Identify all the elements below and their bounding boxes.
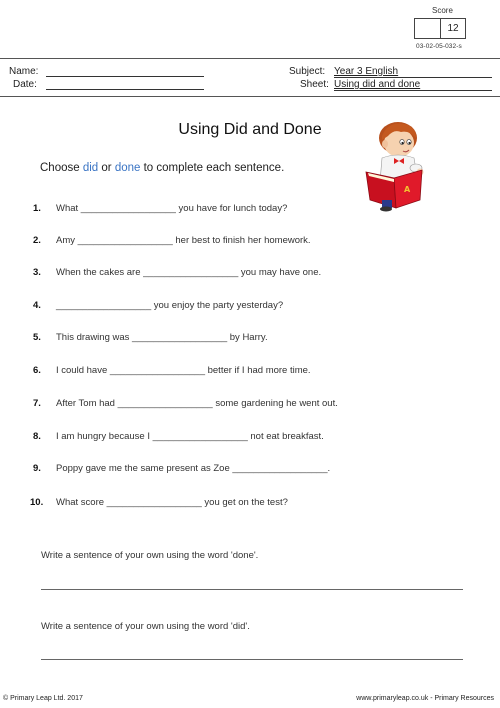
name-label: Name:	[9, 66, 39, 77]
write-prompt-did: Write a sentence of your own using the word 'did'.	[41, 621, 250, 632]
write-line-done[interactable]	[41, 589, 463, 590]
question-text[interactable]: Poppy gave me the same present as Zoe __________________.	[56, 463, 331, 474]
question-number: 1.	[33, 203, 41, 214]
question-number: 7.	[33, 398, 41, 409]
question-text[interactable]: After Tom had __________________ some gardening he went out.	[56, 398, 338, 409]
name-field[interactable]	[46, 76, 204, 77]
question-text[interactable]: __________________ you enjoy the party yesterday?	[56, 300, 284, 311]
instruction-suffix: to complete each sentence.	[140, 162, 285, 174]
question-number: 9.	[33, 463, 41, 474]
header-bottom-rule	[0, 96, 500, 97]
question-1	[0, 203, 500, 219]
score-input-cell[interactable]	[415, 19, 441, 38]
instruction-middle: or	[98, 162, 115, 174]
question-text[interactable]: When the cakes are __________________ you may have one.	[56, 267, 322, 278]
subject-underline	[334, 77, 492, 78]
instruction-prefix: Choose	[40, 162, 83, 174]
header-top-rule	[0, 58, 500, 59]
question-4	[0, 300, 500, 316]
question-9	[0, 463, 500, 479]
worksheet-title: Using Did and Done	[178, 121, 322, 138]
sheet-value: Using did and done	[334, 79, 421, 90]
question-number: 5.	[33, 332, 41, 343]
sheet-underline	[334, 90, 492, 91]
question-3	[0, 267, 500, 283]
question-number: 4.	[33, 300, 41, 311]
subject-label: Subject:	[289, 66, 326, 77]
question-text[interactable]: What score __________________ you get on the test?	[56, 497, 288, 508]
question-text[interactable]: Amy __________________ her best to finish her homework.	[56, 235, 311, 246]
question-10	[0, 497, 500, 513]
question-number: 2.	[33, 235, 41, 246]
write-line-did[interactable]	[41, 659, 463, 660]
score-box	[414, 18, 466, 39]
boy-reading-illustration	[352, 116, 442, 212]
question-number: 8.	[33, 431, 41, 442]
question-2	[0, 235, 500, 251]
score-total: 12	[447, 23, 459, 34]
question-number: 6.	[33, 365, 41, 376]
question-7	[0, 398, 500, 414]
question-number: 10.	[30, 497, 44, 508]
site-link[interactable]: www.primaryleap.co.uk - Primary Resources	[356, 695, 494, 702]
word-done: done	[114, 162, 141, 174]
question-text[interactable]: What __________________ you have for lunch today?	[56, 203, 288, 214]
question-6	[0, 365, 500, 381]
copyright: © Primary Leap Ltd. 2017	[3, 695, 83, 702]
question-5	[0, 332, 500, 348]
subject-value: Year 3 English	[334, 66, 399, 77]
question-text[interactable]: I could have __________________ better if I had more time.	[56, 365, 311, 376]
question-number: 3.	[33, 267, 41, 278]
instruction	[40, 162, 284, 174]
question-text[interactable]: This drawing was __________________ by Harry.	[56, 332, 268, 343]
word-did: did	[82, 162, 99, 174]
score-label: Score	[432, 6, 453, 15]
sheet-code: 03-02-05-032-s	[416, 43, 462, 50]
sheet-label: Sheet:	[300, 79, 329, 90]
question-8	[0, 431, 500, 447]
date-label: Date:	[13, 79, 37, 90]
date-field[interactable]	[46, 89, 204, 90]
question-text[interactable]: I am hungry because I __________________ not eat breakfast.	[56, 431, 324, 442]
write-prompt-done: Write a sentence of your own using the word 'done'.	[41, 550, 259, 561]
svg-text:A: A	[404, 185, 411, 194]
